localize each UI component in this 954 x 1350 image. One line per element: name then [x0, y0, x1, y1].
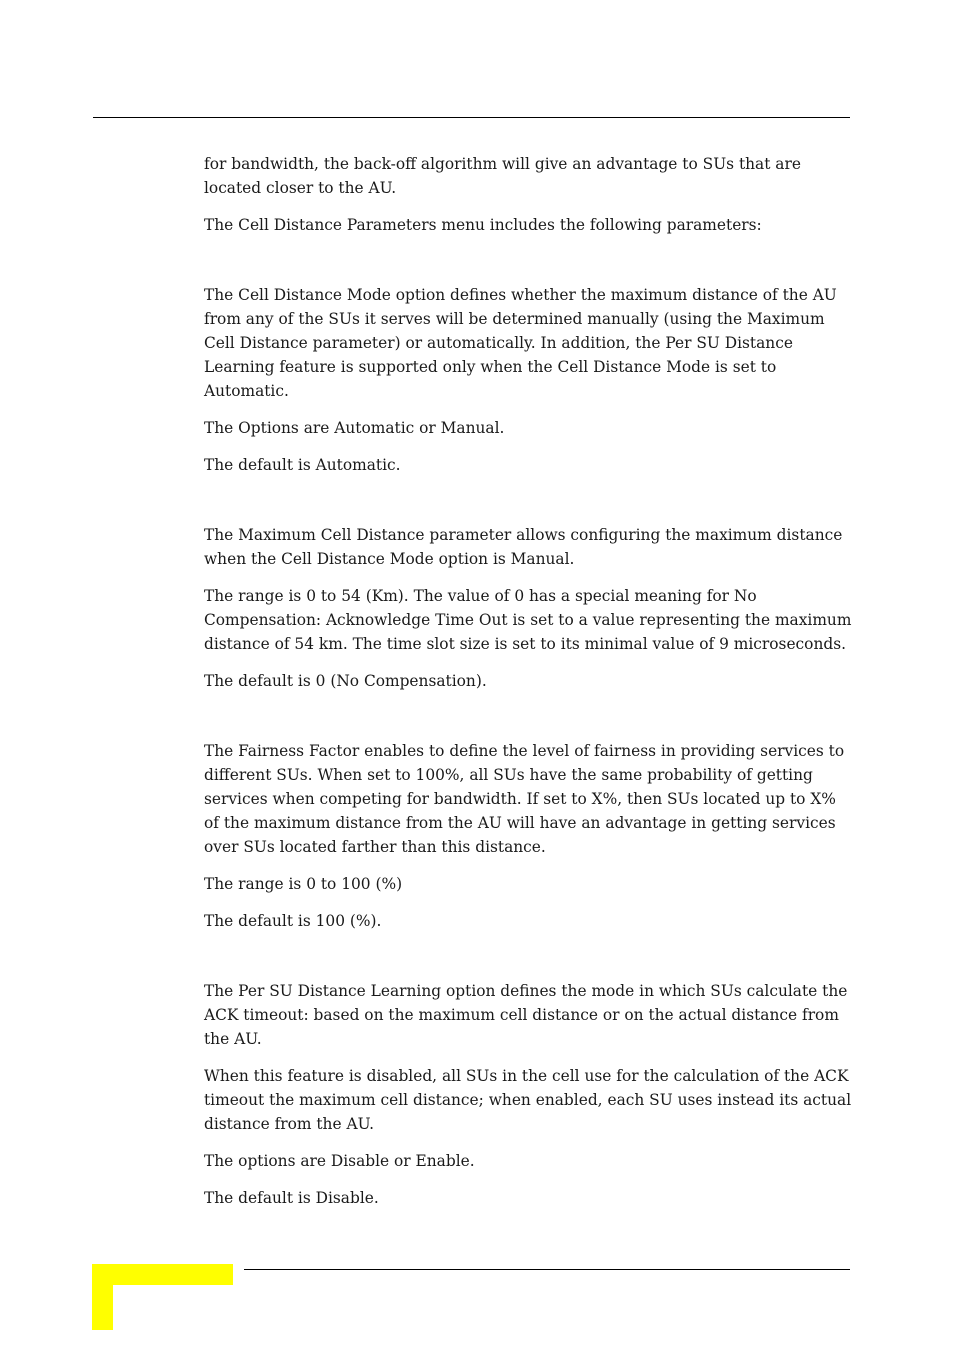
paragraph-cell-distance-mode-options: The Options are Automatic or Manual. [204, 419, 505, 437]
paragraph-cell-distance-mode-default: The default is Automatic. [204, 456, 401, 474]
page-body [204, 152, 852, 1210]
paragraph-cell-distance-mode: The Cell Distance Mode option defines whether the maximum distance of the AU from any of the SUs it serves will be determined manually (using the Maximum Cell Distance parameter) or automatically. In addition, the Per SU Distance Learning feature is supported only when the Cell Distance Mode is set to Automatic. [204, 286, 837, 400]
paragraph-per-su-distance-learning-default: The default is Disable. [204, 1189, 379, 1207]
paragraph-fairness-factor-range: The range is 0 to 100 (%) [204, 875, 403, 893]
paragraph-fairness-factor: The Fairness Factor enables to define the level of fairness in providing services to different SUs. When set to 100%, all SUs have the same probability of getting services when competing for bandwidth. If set to X%, then SUs located up to X% of the maximum distance from the AU will have an advantage in getting services over SUs located farther than this distance. [204, 742, 845, 856]
paragraph-per-su-distance-learning: The Per SU Distance Learning option defines the mode in which SUs calculate the ACK timeout: based on the maximum cell distance or on the actual distance from the AU. [204, 982, 848, 1048]
footer-rule [244, 1269, 850, 1270]
header-rule [93, 117, 850, 118]
paragraph-intro-continuation: for bandwidth, the back-off algorithm will give an advantage to SUs that are located closer to the AU. [204, 155, 801, 197]
paragraph-per-su-distance-learning-detail: When this feature is disabled, all SUs in the cell use for the calculation of the ACK timeout the maximum cell distance; when enabled, each SU uses instead its actual distance from the AU. [204, 1067, 852, 1133]
footer-accent-bar-vertical [92, 1264, 113, 1330]
paragraph-max-cell-distance-range: The range is 0 to 54 (Km). The value of 0 has a special meaning for No Compensation: Acknowledge Time Out is set to a value representing the maximum distance of 54 km. The time slot size is set to its minimal value of 9 microseconds. [204, 587, 852, 653]
footer-accent-bar [92, 1264, 233, 1285]
paragraph-fairness-factor-default: The default is 100 (%). [204, 912, 382, 930]
paragraph-max-cell-distance-default: The default is 0 (No Compensation). [204, 672, 487, 690]
paragraph-per-su-distance-learning-options: The options are Disable or Enable. [204, 1152, 475, 1170]
paragraph-max-cell-distance: The Maximum Cell Distance parameter allows configuring the maximum distance when the Cell Distance Mode option is Manual. [204, 526, 843, 568]
paragraph-menu-intro: The Cell Distance Parameters menu includes the following parameters: [204, 216, 762, 234]
